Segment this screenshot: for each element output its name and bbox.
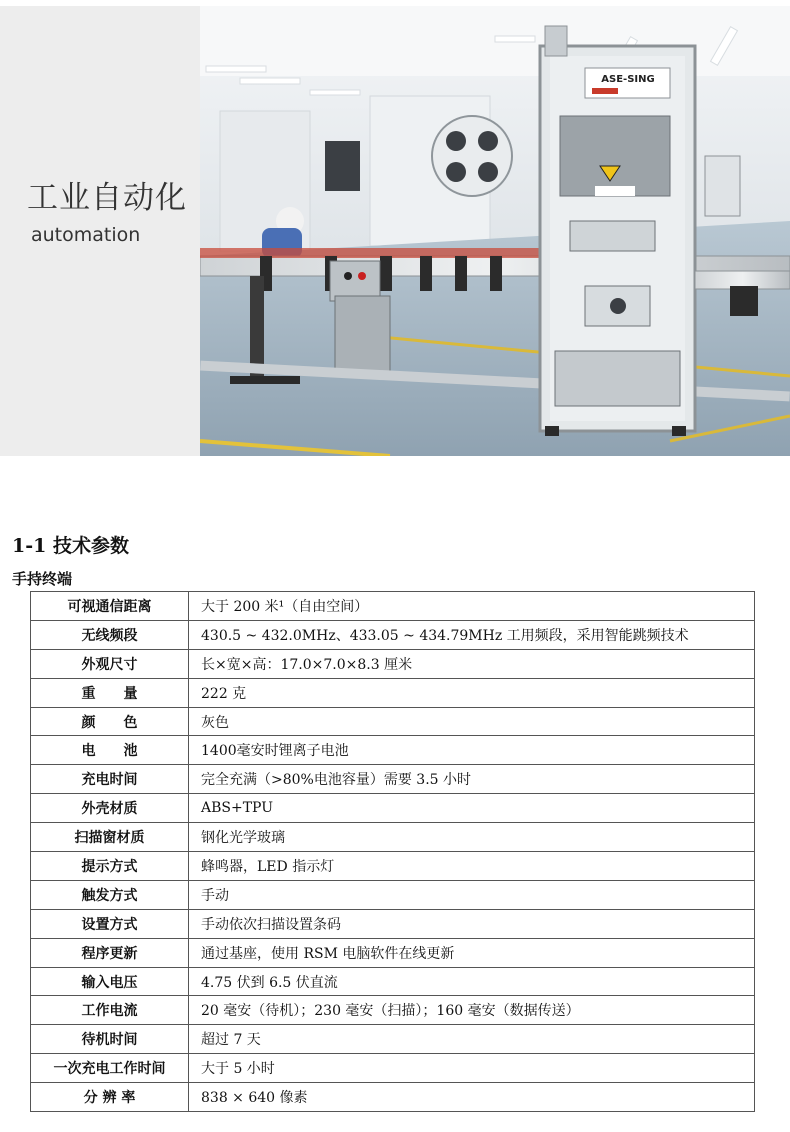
spec-label: 无线频段 <box>31 620 189 649</box>
spec-row <box>31 1025 755 1054</box>
spec-label: 重 量 <box>31 678 189 707</box>
spec-label: 颜 色 <box>31 707 189 736</box>
spec-value: ABS+TPU <box>189 794 755 823</box>
spec-label: 可视通信距离 <box>31 592 189 621</box>
spec-row <box>31 649 755 678</box>
spec-row <box>31 880 755 909</box>
spec-row <box>31 852 755 881</box>
spec-label: 工作电流 <box>31 996 189 1025</box>
spec-row <box>31 1054 755 1083</box>
factory-illustration <box>200 6 790 456</box>
spec-row <box>31 794 755 823</box>
spec-label: 电 池 <box>31 736 189 765</box>
spec-value: 超过 7 天 <box>189 1025 755 1054</box>
spec-label: 分 辨 率 <box>31 1083 189 1112</box>
spec-label: 扫描窗材质 <box>31 823 189 852</box>
factory-photo <box>200 6 790 456</box>
spec-value: 通过基座，使用 RSM 电脑软件在线更新 <box>189 938 755 967</box>
spec-value: 大于 200 米¹（自由空间） <box>189 592 755 621</box>
spec-label: 一次充电工作时间 <box>31 1054 189 1083</box>
spec-row <box>31 678 755 707</box>
spec-row <box>31 736 755 765</box>
spec-row <box>31 967 755 996</box>
section-subheading: 手持终端 <box>12 570 73 588</box>
spec-value: 灰色 <box>189 707 755 736</box>
spec-label: 充电时间 <box>31 765 189 794</box>
banner <box>0 0 790 456</box>
section-heading: 1-1 技术参数 <box>12 535 129 557</box>
spec-value: 蜂鸣器，LED 指示灯 <box>189 852 755 881</box>
spec-row <box>31 996 755 1025</box>
banner-subtitle: automation <box>31 224 141 246</box>
spec-value: 手动依次扫描设置条码 <box>189 909 755 938</box>
spec-value: 长×宽×高：17.0×7.0×8.3 厘米 <box>189 649 755 678</box>
spec-row <box>31 909 755 938</box>
spec-row <box>31 592 755 621</box>
spec-value: 4.75 伏到 6.5 伏直流 <box>189 967 755 996</box>
banner-caption-panel <box>0 6 200 456</box>
spec-value: 1400毫安时锂离子电池 <box>189 736 755 765</box>
spec-label: 外观尺寸 <box>31 649 189 678</box>
spec-row <box>31 1083 755 1112</box>
spec-value: 430.5 ~ 432.0MHz、433.05 ~ 434.79MHz 工用频段，采用智能跳频技术 <box>189 620 755 649</box>
spec-value: 大于 5 小时 <box>189 1054 755 1083</box>
spec-label: 输入电压 <box>31 967 189 996</box>
spec-row <box>31 707 755 736</box>
spec-value: 完全充满（>80%电池容量）需要 3.5 小时 <box>189 765 755 794</box>
spec-value: 222 克 <box>189 678 755 707</box>
spec-label: 程序更新 <box>31 938 189 967</box>
spec-label: 触发方式 <box>31 880 189 909</box>
banner-title: 工业自动化 <box>27 180 187 216</box>
spec-value: 838 × 640 像素 <box>189 1083 755 1112</box>
spec-value: 手动 <box>189 880 755 909</box>
spec-label: 待机时间 <box>31 1025 189 1054</box>
spec-row <box>31 938 755 967</box>
spec-row <box>31 620 755 649</box>
spec-label: 外壳材质 <box>31 794 189 823</box>
spec-value: 20 毫安（待机）；230 毫安（扫描）；160 毫安（数据传送） <box>189 996 755 1025</box>
spec-label: 提示方式 <box>31 852 189 881</box>
spec-label: 设置方式 <box>31 909 189 938</box>
brand-plate-text: ASE-SING <box>601 74 655 85</box>
spec-row <box>31 823 755 852</box>
spec-value: 钢化光学玻璃 <box>189 823 755 852</box>
spec-row <box>31 765 755 794</box>
spec-table <box>30 591 755 1112</box>
